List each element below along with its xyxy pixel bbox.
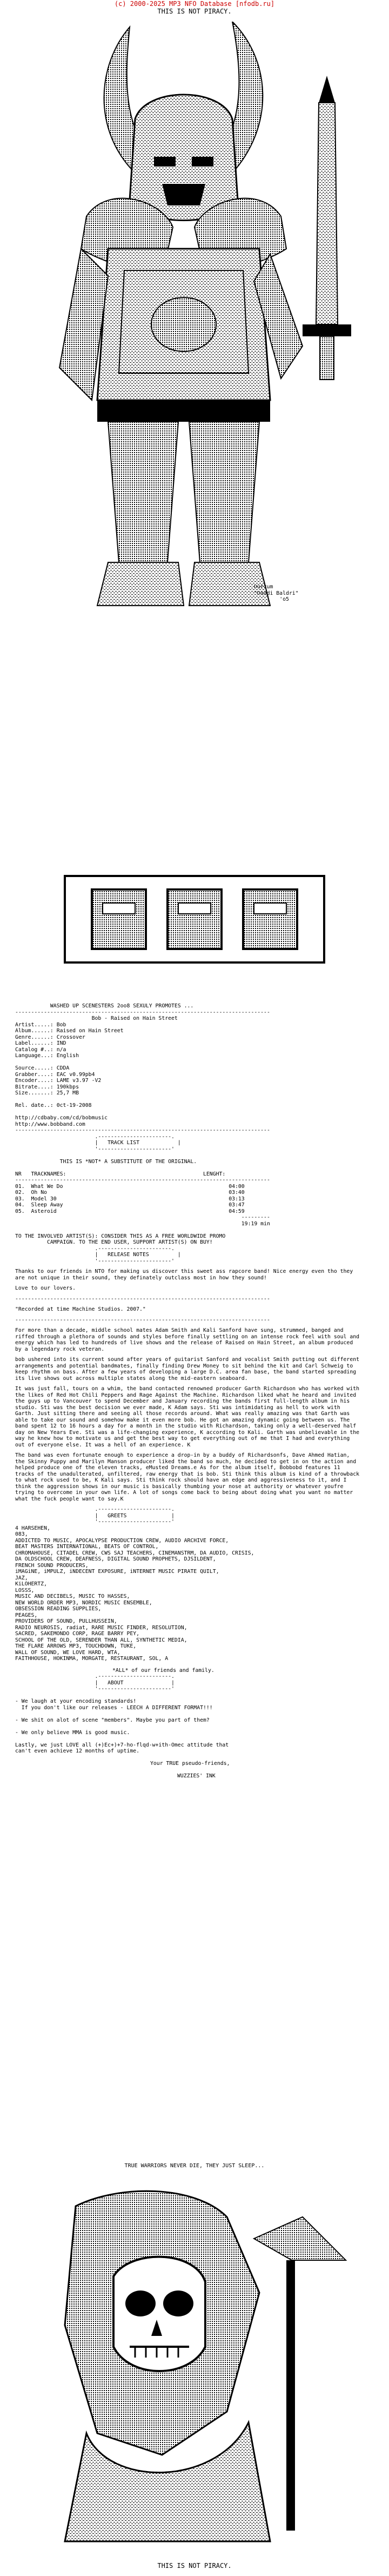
greets-line: BEAT MASTERS INTERNATIONAL, BEATS OF CONTROL, — [15, 1544, 159, 1550]
notes-quote: "Recorded at time Machine Studios. 2007." — [15, 1306, 146, 1312]
art-caption — [254, 584, 299, 603]
track-row: 03. Model 30 03:13 — [15, 1196, 245, 1202]
tracks-col-length: LENGHT: — [203, 1171, 226, 1177]
greets-line: PROVIDERS OF SOUND, PULLHUSSEIN, — [15, 1618, 117, 1624]
greets-line: OBSESSION READING SUPPLIES, — [15, 1606, 102, 1612]
group-logo — [0, 865, 389, 984]
page-header — [0, 0, 389, 15]
about-line: - We laugh at your encoding standards! — [15, 1698, 137, 1704]
tracklist-title: TRACK LIST — [108, 1140, 140, 1146]
greets-line: THE FLARE ARROWS MP3, TOUCHDOWN, TUKE, — [15, 1643, 137, 1649]
release-info-row: Source.....: CDDA — [15, 1065, 70, 1071]
release-headline-text: Bob - Raised on Hain Street — [91, 1015, 178, 1021]
about-line: Lastly, we just LOVE all (+)Ec+)+7-ho-flqd-w+ith-Omec attitude that — [15, 1742, 229, 1748]
track-row: 04. Sleep Away 03:47 — [15, 1202, 245, 1208]
greets-line: RADIO NEUROSIS, radiat, RARE MUSIC FINDER, RESOLUTION, — [15, 1624, 187, 1631]
greets-title: GREETS — [108, 1512, 127, 1519]
divider: -------------------------------------------------------------------------------- — [15, 1317, 270, 1323]
outro-line: TRUE WARRIORS NEVER DIE, THEY JUST SLEEP... — [124, 2163, 265, 2169]
notes-header: .-----------------------. | RELEASE NOTES | '-----------------------' — [95, 1245, 181, 1264]
greets-line: LOSSS, — [15, 1587, 35, 1594]
notes-title: RELEASE NOTES — [108, 1252, 149, 1258]
release-link[interactable]: http://cdbaby.com/cd/bobmusic — [15, 1115, 108, 1121]
track-row: 01. What We Do 04:00 — [15, 1183, 245, 1190]
release-info-row: Language...: English — [15, 1053, 79, 1059]
promo-line: TO THE INVOLVED ARTIST(S): CONSIDER THIS AS A FREE WORLDWIDE PROMO — [15, 1233, 226, 1239]
about-header: .-----------------------. | ABOUT | '-----------------------' — [95, 1674, 175, 1692]
copyright-link[interactable]: (c) 2000-2025 MP3 NFO Database [nfodb.ru] — [114, 0, 275, 8]
notes-paragraph: For more than a decade, middle school mates Adam Smith and Kali Sanford have sung, strummed, banged and riffed through a plethora of sounds and styles before finally settling on an intense rock feel with soul and energy which has led to hundreds of live shows and the release of Raised on Hain Street, an album produced by a legendary rock veteran. — [15, 1327, 360, 1352]
release-info-row: Catalog #..: n/a — [15, 1046, 66, 1053]
release-info-row: Album......: Raised on Hain Street — [15, 1028, 124, 1034]
about-line: - We shit on alot of scene "members". Maybe you part of them? — [15, 1717, 210, 1723]
track-row: 02. Oh No 03:40 — [15, 1190, 245, 1196]
notes-paragraph: It was just fall, tours on a whim, the band contacted renowned producer Garth Richardson who has worked with the likes of Red Hot Chili Peppers and Rage Against the Machine. Richardson liked what he heard and invited the guys up to Vancouver to spend December and January recording the bands first full-length album in his studio. Sti was the best decision we ever made, K Adam says. Sti was intimidating as hell to work with Garth. Just sitting there and seeing all those records around. What was really amazing was that Garth was able to take our sound and somehow make it even more bob. He got an amazing dynamic going between us. The band spent 12 to 16 hours a day for a month in the studio with Richardson, taking only a well-deserved half day on New Years Eve. Sti was a life-changing experience, K according to Kali. Garth was unbelievable in the way he knew how to motivate us and get the best way to get everything out of me that I had and everything out of everyone else. It was a hell of an experience. K — [15, 1386, 360, 1448]
piracy-notice-top: THIS IS NOT PIRACY. — [157, 8, 232, 15]
divider: -------------------------------------------------------------------------------- — [15, 1009, 270, 1015]
about-title: ABOUT — [108, 1679, 124, 1686]
notes-intro: Thanks to our friends in NTO for making us discover this sweet ass rapcore band! Nice energy even tho they are not unique in their sound, they definately outclass most in how they sound! — [15, 1269, 353, 1281]
release-info-row: Size.......: 25,7 MB — [15, 1090, 79, 1096]
tracks-total: 19:19 min — [241, 1220, 270, 1227]
release-link[interactable]: http://www.bobband.com — [15, 1121, 85, 1127]
group-tagline — [15, 1003, 377, 1010]
greets-line: ADDICTED TO MUSIC, APOCALYPSE PRODUCTION CREW, AUDIO ARCHIVE FORCE, — [15, 1537, 229, 1544]
about-sign: Your TRUE pseudo-friends, — [150, 1761, 230, 1767]
about-list — [15, 1692, 377, 1792]
not-substitute-note: THIS IS *NOT* A SUBSTITUTE OF THE ORIGINAL. — [59, 1158, 197, 1165]
greets-line: FAITHHOUSE, HOKINMA, MORGATE, RESTAURANT, SOL, A — [15, 1656, 169, 1662]
greets-line: SACRED, SAKEMONDO CORP, RAGE BARRY PEY, — [15, 1631, 140, 1637]
notes-paragraph: bob ushered into its current sound after years of guitarist Sanford and vocalist Smith putting out different arrangements and potential bandmates, finally finding Drew Money to sit behind the kit and Carl Schweig to keep rhythm on bass. After a few years of developing a large D.C. area fan base, the band started spreading its live shows out across multiple states along the mid-eastern seaboard. — [15, 1357, 360, 1382]
art-caption-signature: 'o5 — [279, 596, 289, 602]
notes-paragraph: The band was even fortunate enough to experience a drop-in by a buddy of Richardsonfs, Dave Ahmed Hatian, the Skinny Puppy and Marilyn Manson producer liked the band so much, he decided to get in on the action and helped produce one of the eleven tracks, eMusted Dreams.e As for the album itself, Bobbobd features 11 tracks of the unadulterated, unfiltered, raw energy that is bob. Sti think this album is kind of a throwback to what rock used to be, K Kali says. Sti think rock should have an edge and aggressiveness to it, and I think the aggression shows in our music is basically thumbing your nose at authority or whatever youfre trying to overcome in your own life. A lot of songs come back to being about doing what you want no matter what the fuck people want to say.K — [15, 1452, 360, 1502]
release-info-row: Encoder....: LAME v3.97 -V2 — [15, 1078, 102, 1084]
tracks-col-nr: NR — [15, 1171, 22, 1177]
about-sign: WUZZIES' INK — [177, 1773, 216, 1779]
piracy-notice-bottom: THIS IS NOT PIRACY. — [157, 2562, 232, 2570]
notes-love: Love to our lovers. — [15, 1285, 76, 1291]
greets-line: PEAGES, — [15, 1612, 38, 1618]
art-caption-title: "Daadi Baldri" — [254, 590, 299, 596]
art-caption-name: Durzum — [254, 584, 273, 590]
release-info-row: Bitrate....: 190kbps — [15, 1084, 79, 1090]
greets-line: MUSIC AND DECIBELS, MUSIC TO HASSES, — [15, 1594, 130, 1599]
greets-line: 4 HARSEHEN, — [15, 1525, 50, 1531]
divider: -------------------------------------------------------------------------------- — [15, 1296, 270, 1302]
promo-line: CAMPAIGN. TO THE END USER, SUPPORT ARTIST(S) ON BUY! — [46, 1239, 213, 1245]
greets-line: CHROMAHOUSE, CITADEL CREW, CWS SAJ TEACHERS, CINEMANSTRM, DA AUDIO, CRISIS, — [15, 1550, 254, 1556]
demon-warrior-art — [0, 22, 389, 660]
greets-line: iMAGiNE, iMPULZ, iNDECENT EXPOSURE, iNTERNET MUSIC PIRATE QUILT, — [15, 1569, 219, 1575]
about-line: If you don't like our releases - LEECH A DIFFERENT FORMAT!!! — [15, 1704, 213, 1711]
greets-list — [15, 1525, 377, 1674]
release-headline — [15, 1015, 377, 1022]
greets-line: NEW WORLD ORDER MP3, NORDIC MUSIC ENSEMBLE, — [15, 1599, 152, 1606]
greets-line: JAZ, — [15, 1575, 28, 1581]
greets-line: FRENCH SOUND PRODUCERS, — [15, 1562, 89, 1569]
release-info-row: Rel. date..: 0ct-19-2008 — [15, 1103, 92, 1108]
greets-line: WALL OF SOUND, WE LOVE HARD, WTA, — [15, 1649, 120, 1656]
greets-header: .-----------------------. | GREETS | '-----------------------' — [95, 1506, 175, 1525]
greets-friends: *ALL* of our friends and family. — [112, 1667, 214, 1674]
about-line: can't even achieve 12 months of uptime. — [15, 1748, 140, 1754]
greets-line: KiLOHERTZ, — [15, 1581, 47, 1587]
divider: -------------------------------------------------------------------------------- — [15, 1127, 270, 1133]
tracks-col-title: TRACKNAMES: — [31, 1171, 66, 1177]
release-info — [15, 1022, 377, 1128]
release-info-row: Artist.....: Bob — [15, 1021, 66, 1028]
group-tagline-text: WASHED UP SCENESTERS 2oo8 SEXULY PROMOTES ... — [50, 1003, 194, 1009]
greets-line: SCHOOL OF THE OLD, SERENDER THAN ALL, SYNTHETIC MEDIA, — [15, 1637, 187, 1643]
greets-line: 083, — [15, 1531, 28, 1537]
nfo-body — [15, 1003, 377, 1792]
release-info-row: Label......: IND — [15, 1040, 66, 1046]
release-notes — [15, 1269, 361, 1502]
greets-line: DA OLDSCHOOL CREW, DEAFNESS, DIGITAL SOUND PROPHETS, DJSILDENT, — [15, 1556, 216, 1562]
release-info-row: Genre......: Crossover — [15, 1034, 85, 1040]
tracklist-section: .-----------------------. | TRACK LIST | '-----------------------' THIS IS *NOT* A SUBSTITUTE OF THE ORIGINAL. NR TRACKNAMES: LENGHT: -------------------------------------------------------------------------------- 01. What We Do 04:00 02. Oh No 03:40 03. Model 30 03:13 04. Sleep Away 03:47 05. Asteroid 04:59 --------- 19:19 min TO THE INVOLVED ARTIST(S): CONSIDER THIS AS A FREE WORLDWIDE PROMO CAMPAIGN. TO THE END USER, SUPPORT ARTIST(S) ON BUY! — [15, 1133, 270, 1245]
release-info-row: Grabber....: EAC v0.99pb4 — [15, 1071, 95, 1078]
skull-reaper-art — [0, 2185, 389, 2552]
track-row: 05. Asteroid 04:59 — [15, 1208, 245, 1214]
about-line: - We only believe MMA is good music. — [15, 1729, 130, 1736]
